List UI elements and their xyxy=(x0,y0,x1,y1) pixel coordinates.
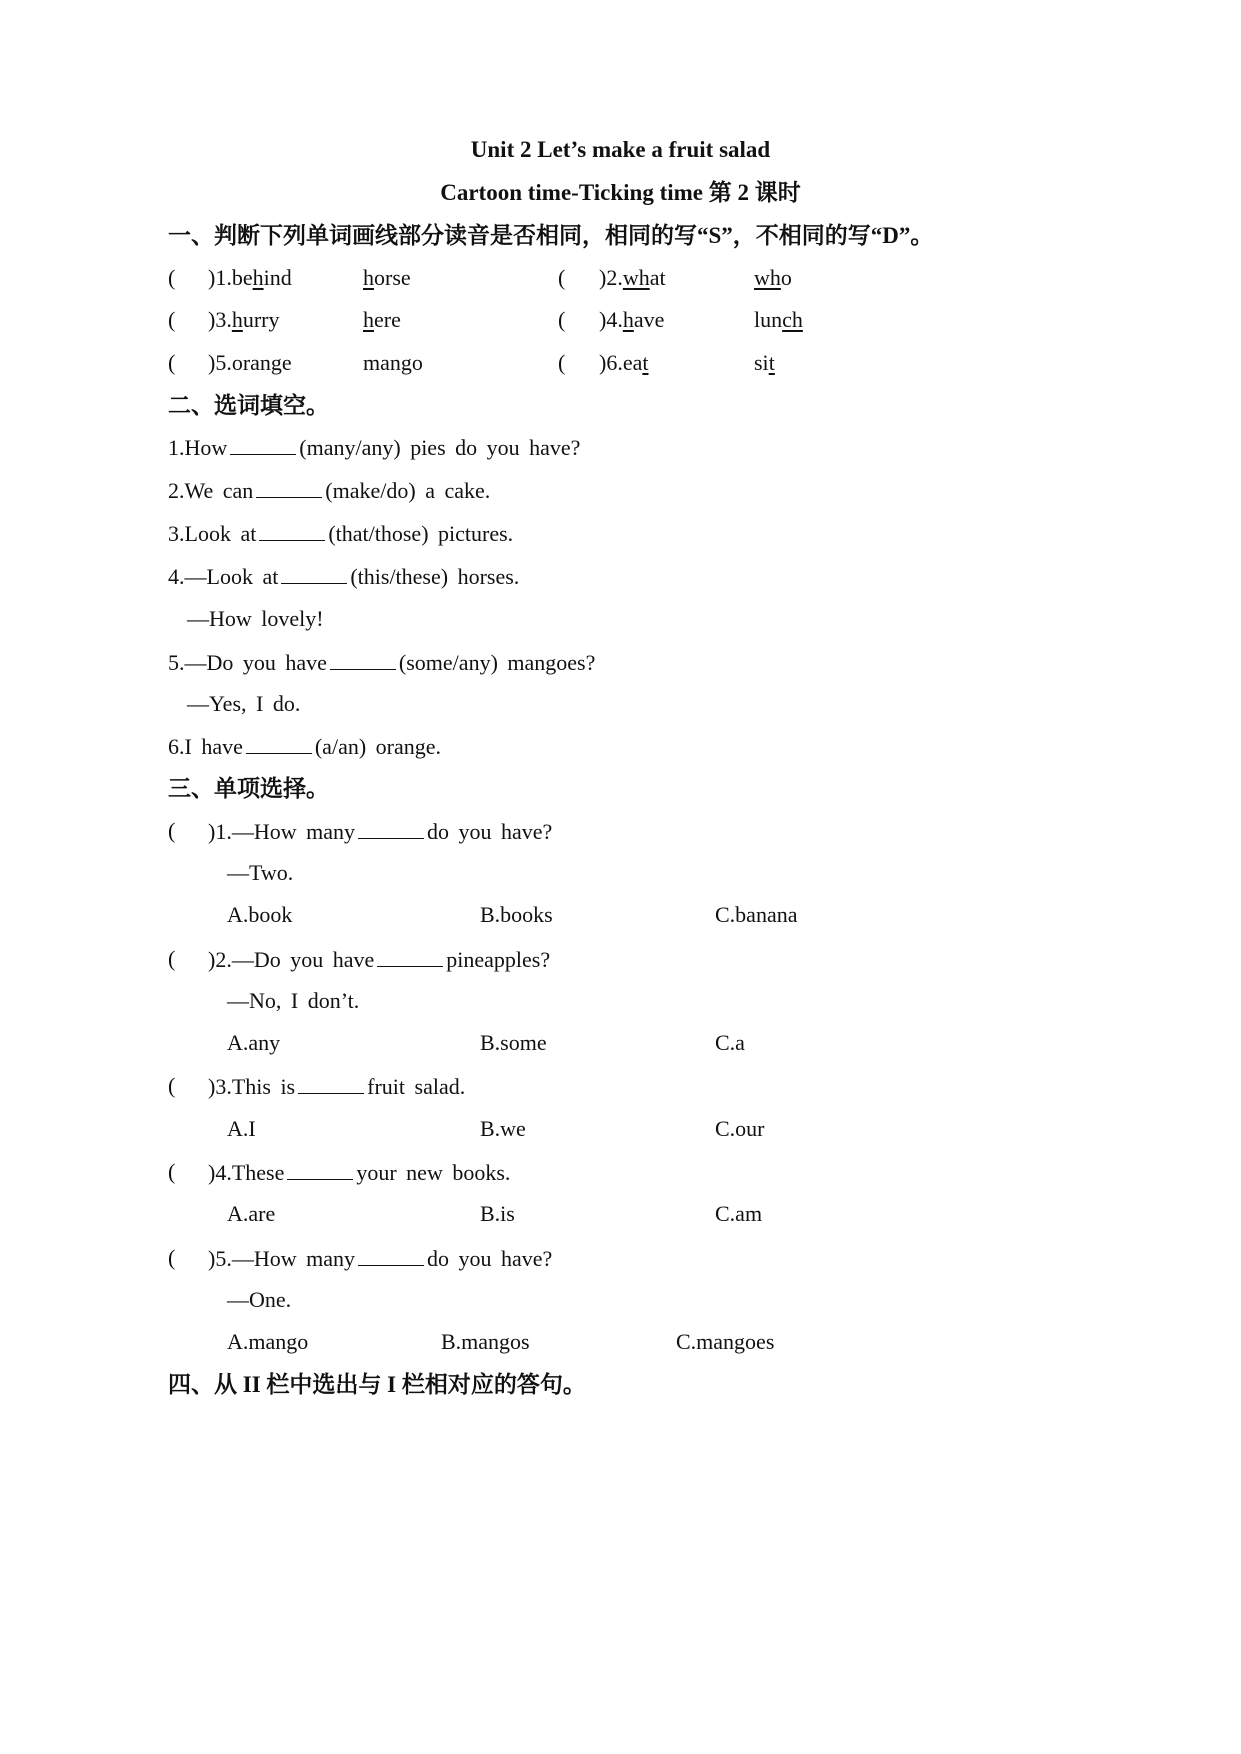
question-text-post: fruit salad. xyxy=(367,1074,466,1099)
answer-paren: ( xyxy=(168,350,176,375)
option-b: B.some xyxy=(480,1030,547,1055)
question-number: )3. xyxy=(208,307,232,332)
word-b-underlined: h xyxy=(363,307,374,332)
answer-blank xyxy=(246,735,312,754)
word-d-underlined: t xyxy=(768,350,775,375)
reply-line: —How lovely! xyxy=(187,606,324,631)
answer-paren: ( xyxy=(168,265,176,290)
item-text-pre: 5.—Do you have xyxy=(168,650,327,675)
option-c: C.am xyxy=(715,1201,763,1226)
option-c: C.mangoes xyxy=(676,1329,775,1354)
question-text-pre: )1.—How many xyxy=(208,819,355,844)
option-a: A.book xyxy=(227,902,293,927)
answer-paren: ( xyxy=(168,1159,176,1184)
word-underlined: t xyxy=(642,350,649,375)
word-pre: be xyxy=(231,265,253,290)
answer-blank xyxy=(259,522,325,541)
reply-line: —One. xyxy=(227,1287,292,1312)
question-text-pre: )2.—Do you have xyxy=(208,947,375,972)
item-text-post: (that/those) pictures. xyxy=(328,521,514,546)
option-b: B.is xyxy=(480,1201,515,1226)
question-text-post: pineapples? xyxy=(446,947,551,972)
reply-line: —No, I don’t. xyxy=(227,988,360,1013)
item-text-post: (a/an) orange. xyxy=(314,734,442,759)
word-a xyxy=(208,352,292,374)
page-subtitle: Cartoon time-Ticking time 第 2 课时 xyxy=(440,180,801,205)
word-a xyxy=(208,309,279,331)
word-underlined: wh xyxy=(622,265,650,290)
answer-blank xyxy=(330,651,396,670)
item-text-pre: 1.How xyxy=(168,435,228,460)
word-b-post: o xyxy=(411,350,423,375)
question-text-post: do you have? xyxy=(426,1246,553,1271)
section1-heading: 一、判断下列单词画线部分读音是否相同，相同的写“S”，不相同的写“D”。 xyxy=(168,223,934,248)
choice-question xyxy=(208,948,550,971)
word-b-underlined: g xyxy=(400,350,412,375)
item-text-post: (many/any) pies do you have? xyxy=(299,435,581,460)
question-text-pre: )3.This is xyxy=(208,1074,296,1099)
option-b: B.mangos xyxy=(441,1329,530,1354)
word-c xyxy=(599,309,664,331)
answer-paren: ( xyxy=(558,350,566,375)
option-a: A.I xyxy=(227,1116,256,1141)
word-post: urry xyxy=(242,307,280,332)
fill-blank-item xyxy=(168,436,580,459)
option-a: A.mango xyxy=(227,1329,309,1354)
option-c: C.our xyxy=(715,1116,765,1141)
word-c xyxy=(599,352,648,374)
choice-question xyxy=(208,1075,465,1098)
word-b-underlined: h xyxy=(363,265,374,290)
answer-blank xyxy=(358,1247,424,1266)
item-text-pre: 3.Look at xyxy=(168,521,257,546)
option-c: C.a xyxy=(715,1030,745,1055)
answer-blank xyxy=(287,1161,353,1180)
answer-paren: ( xyxy=(558,307,566,332)
answer-blank xyxy=(256,479,322,498)
fill-blank-item xyxy=(168,735,441,758)
choice-question xyxy=(208,820,552,843)
question-text-pre: )4.These xyxy=(208,1160,285,1185)
fill-blank-item xyxy=(168,565,519,588)
answer-paren: ( xyxy=(168,307,176,332)
fill-blank-item xyxy=(168,651,595,674)
word-pre: .ea xyxy=(617,350,643,375)
fill-blank-item xyxy=(168,479,490,502)
word-underlined: h xyxy=(622,307,634,332)
word-d-underlined: wh xyxy=(754,265,781,290)
option-b: B.books xyxy=(480,902,553,927)
question-number: )5. xyxy=(208,350,232,375)
answer-paren: ( xyxy=(168,1245,176,1270)
answer-paren: ( xyxy=(168,946,176,971)
item-text-post: (this/these) horses. xyxy=(350,564,520,589)
word-c xyxy=(599,267,666,289)
item-text-pre: 4.—Look at xyxy=(168,564,279,589)
word-b xyxy=(363,309,401,331)
word-post: at xyxy=(649,265,666,290)
answer-blank xyxy=(298,1075,364,1094)
word-a xyxy=(208,267,292,289)
item-text-post: (make/do) a cake. xyxy=(325,478,491,503)
option-a: A.any xyxy=(227,1030,281,1055)
word-d xyxy=(754,267,792,289)
section3-heading: 三、单项选择。 xyxy=(168,776,329,801)
question-number: )1. xyxy=(208,265,232,290)
word-d-pre: lun xyxy=(754,307,783,332)
choice-question xyxy=(208,1247,552,1270)
word-b-post: ere xyxy=(374,307,401,332)
word-b-pre: man xyxy=(363,350,401,375)
answer-paren: ( xyxy=(558,265,566,290)
question-text-post: your new books. xyxy=(356,1160,511,1185)
word-underlined: h xyxy=(231,307,243,332)
word-underlined: h xyxy=(252,265,264,290)
option-c: C.banana xyxy=(715,902,798,927)
word-post: ind xyxy=(263,265,292,290)
word-b xyxy=(363,352,423,374)
word-b-post: orse xyxy=(374,265,411,290)
choice-question xyxy=(208,1161,510,1184)
word-d xyxy=(754,352,775,374)
item-text-post: (some/any) mangoes? xyxy=(398,650,596,675)
section4-heading: 四、从 II 栏中选出与 I 栏相对应的答句。 xyxy=(168,1372,586,1397)
question-number: )6 xyxy=(599,350,618,375)
answer-paren: ( xyxy=(168,1073,176,1098)
word-pre: oran xyxy=(231,350,271,375)
word-post: ave xyxy=(633,307,665,332)
word-d xyxy=(754,309,803,331)
page-title: Unit 2 Let’s make a fruit salad xyxy=(470,137,771,162)
answer-blank xyxy=(358,820,424,839)
word-d-underlined: ch xyxy=(782,307,803,332)
answer-blank xyxy=(377,948,443,967)
reply-line: —Two. xyxy=(227,860,294,885)
word-d-pre: si xyxy=(754,350,769,375)
section2-heading: 二、选词填空。 xyxy=(168,393,329,418)
answer-blank xyxy=(230,436,296,455)
word-b xyxy=(363,267,411,289)
option-a: A.are xyxy=(227,1201,276,1226)
word-post: e xyxy=(281,350,292,375)
fill-blank-item xyxy=(168,522,513,545)
item-text-pre: 6.I have xyxy=(168,734,243,759)
question-number: )4. xyxy=(599,307,623,332)
question-text-pre: )5.—How many xyxy=(208,1246,355,1271)
answer-paren: ( xyxy=(168,818,176,843)
reply-line: —Yes, I do. xyxy=(187,691,301,716)
item-text-pre: 2.We can xyxy=(168,478,254,503)
word-d-post: o xyxy=(780,265,792,290)
option-b: B.we xyxy=(480,1116,526,1141)
word-underlined: g xyxy=(270,350,282,375)
answer-blank xyxy=(281,565,347,584)
question-text-post: do you have? xyxy=(426,819,553,844)
question-number: )2. xyxy=(599,265,623,290)
